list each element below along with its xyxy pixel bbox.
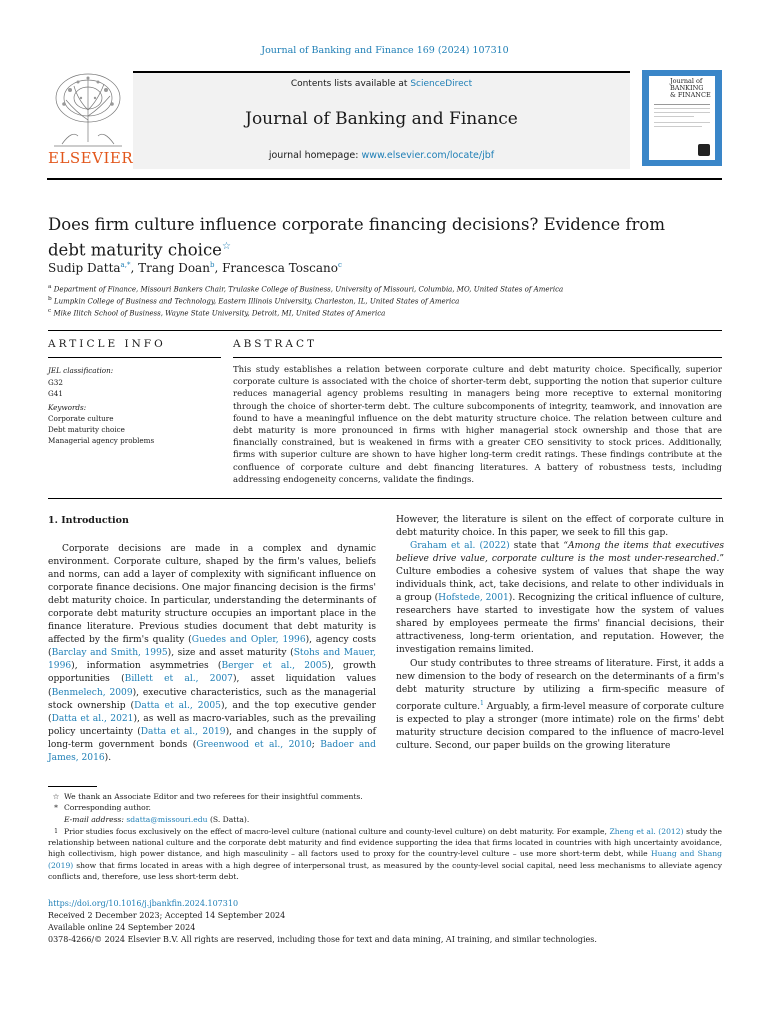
text-run: ), information asymmetries ( bbox=[71, 661, 222, 672]
journal-title: Journal of Banking and Finance bbox=[245, 109, 518, 129]
citation-link[interactable]: Berger et al., 2005 bbox=[221, 661, 328, 672]
citation-link[interactable]: Billett et al., 2007 bbox=[124, 674, 233, 685]
cover-emblem bbox=[698, 144, 710, 156]
contents-line bbox=[133, 79, 630, 89]
keyword: Debt maturity choice bbox=[48, 425, 125, 434]
journal-citation[interactable]: Journal of Banking and Finance 169 (2024) 107310 bbox=[261, 45, 509, 56]
cover-line: Journal of bbox=[670, 77, 703, 85]
intro-paragraph bbox=[396, 658, 724, 753]
section-rule bbox=[233, 357, 722, 358]
article-title-line1: Does firm culture influence corporate financing decisions? Evidence from bbox=[48, 215, 666, 234]
affiliation-key: b bbox=[48, 296, 52, 302]
email-link[interactable]: sdatta@missouri.edu bbox=[126, 815, 208, 824]
intro-paragraph bbox=[48, 543, 376, 765]
author-name[interactable]: Sudip Datta bbox=[48, 261, 121, 275]
asterisk-icon: * bbox=[54, 803, 58, 812]
article-title-line2: debt maturity choice bbox=[48, 240, 222, 260]
citation-link[interactable]: Barclay and Smith, 1995 bbox=[51, 648, 168, 659]
email-suffix: (S. Datta). bbox=[207, 815, 250, 824]
email-label: E-mail address: bbox=[64, 815, 124, 824]
abstract-heading: ABSTRACT bbox=[233, 338, 318, 350]
journal-homepage bbox=[133, 150, 630, 161]
affiliation-key: a bbox=[48, 284, 52, 290]
journal-cover-thumbnail[interactable] bbox=[642, 70, 722, 166]
article-info-heading: ARTICLE INFO bbox=[48, 338, 166, 350]
introduction-heading: 1. Introduction bbox=[48, 515, 129, 526]
received-dates: Received 2 December 2023; Accepted 14 September 2024 bbox=[48, 911, 286, 920]
jel-code: G32 bbox=[48, 378, 63, 387]
author-list: Sudip Datta$^{a,*}$, Trang Doan$^b$, Francesca Toscano$^c$ bbox=[48, 261, 342, 275]
text-run: ; bbox=[311, 739, 321, 750]
homepage-prefix: journal homepage: bbox=[268, 150, 362, 161]
intro-left-column bbox=[48, 543, 376, 765]
citation-link[interactable]: Zheng et al. (2012) bbox=[609, 827, 684, 836]
text-run: show that firms located in areas with a high degree of interpersonal trust, as measured by the county-level social capital, need less mechanisms to alleviate agency conflicts and, therefore, use less short-term debt. bbox=[48, 860, 722, 881]
affiliation-text: Mike Ilitch School of Business, Wayne State University, Detroit, MI, United States of America bbox=[53, 309, 386, 318]
abstract-text: This study establishes a relation between corporate culture and debt maturity choice. Specifically, superior corporate culture is associated with the choice of shorter-term debt, supporting the notion that superior culture reduces managerial agency problems resulting in managers being more receptive to external monitoring through the choice of shorter-term debt. The culture subcomponents of integrity, teamwork, and innovation are found to have a meaningful influence on the debt maturity structure choice. The relation between culture and debt maturity is more pronounced in firms with higher managerial stock ownership and those that are financially constrained, but is weakened in firms with a greater CEO sensitivity to stock prices. Additionally, firms with superior culture are shown to have higher long-term credit ratings. These findings contribute at the confluence of corporate culture and debt financing literatures. A battery of robustness tests, including addressing endogeneity concerns, validate the findings. bbox=[233, 365, 722, 485]
footnote-email bbox=[48, 814, 722, 825]
homepage-link[interactable]: www.elsevier.com/locate/jbf bbox=[361, 150, 495, 161]
author-affil-mark[interactable]: c bbox=[337, 261, 342, 269]
text-run: ), size and asset maturity ( bbox=[167, 648, 294, 659]
affiliation bbox=[48, 308, 385, 317]
intro-right-column bbox=[396, 514, 724, 753]
affiliation-text: Lumpkin College of Business and Technology, Eastern Illinois University, Charleston, IL, United States of America bbox=[53, 297, 460, 306]
citation-link[interactable]: Greenwood et al., 2010 bbox=[196, 739, 312, 750]
footnote-star-icon: ☆ bbox=[52, 792, 60, 801]
footnote-rule bbox=[48, 786, 97, 787]
article-title bbox=[48, 214, 668, 262]
jel-label: JEL classification: bbox=[48, 366, 114, 375]
text-run: ), and changes in the supply of long-term government bonds ( bbox=[48, 726, 377, 750]
text-run: Arguably, a firm-level measure of corporate culture is expected to play a stronger (more intimate) role on the firms' debt maturity structure decision compared to the influence of macro-level culture. Second, our paper builds on the growing literature bbox=[396, 701, 724, 751]
text-run: ), growth opportunities ( bbox=[48, 661, 376, 685]
citation-link[interactable]: Datta et al., 2005 bbox=[134, 700, 221, 711]
keyword: Corporate culture bbox=[48, 414, 114, 423]
keywords-label: Keywords: bbox=[48, 403, 87, 412]
intro-paragraph: However, the literature is silent on the effect of corporate culture in debt maturity choice. In this paper, we seek to fill this gap. bbox=[396, 515, 724, 539]
footnote-text bbox=[48, 827, 722, 881]
text-run: ), asset liquidation values ( bbox=[48, 674, 376, 698]
citation-link[interactable]: Huang and Shang (2019) bbox=[48, 849, 722, 870]
footnote-1 bbox=[48, 826, 722, 882]
affiliation bbox=[48, 284, 563, 293]
text-run: ), and the top executive gender ( bbox=[48, 700, 377, 724]
intro-paragraph bbox=[396, 540, 724, 657]
citation-link[interactable]: Benmelech, 2009 bbox=[51, 687, 133, 698]
author-name[interactable]: Francesca Toscano bbox=[222, 261, 338, 275]
title-footnote-star-icon[interactable]: ☆ bbox=[221, 241, 231, 252]
text-run: Our study contributes to three streams of literature. First, it adds a new dimension to the body of research on the determinants of a firm's debt maturity structure by utilizing a firm-specific measure of corporate culture. bbox=[396, 658, 724, 712]
citation-link[interactable]: Stohs and Mauer, 1996 bbox=[48, 648, 376, 672]
keyword: Managerial agency problems bbox=[48, 436, 155, 445]
footnote-number: 1 bbox=[54, 828, 58, 835]
online-date: Available online 24 September 2024 bbox=[48, 923, 196, 932]
citation-link[interactable]: Graham et al. (2022) bbox=[410, 541, 510, 552]
citation-link[interactable]: Hofstede, 2001 bbox=[438, 593, 509, 604]
citation-link[interactable]: Datta et al., 2021 bbox=[51, 713, 134, 724]
text-run: ), executive characteristics, such as the managerial stock ownership ( bbox=[48, 687, 376, 711]
cover-line: & FINANCE bbox=[670, 91, 711, 99]
author-name[interactable]: Trang Doan bbox=[138, 261, 210, 275]
elsevier-wordmark: ELSEVIER bbox=[48, 149, 134, 167]
text-run: ). Recognizing the critical influence of culture, researchers have started to investigate how the system of values shared by employees permeate the firms' financial decisions, their attractiveness, long-term orientation, and reputation. However, the investigation remains limited. bbox=[396, 593, 725, 656]
copyright: 0378-4266/© 2024 Elsevier B.V. All rights are reserved, including those for text and data mining, AI training, and similar technologies. bbox=[48, 935, 597, 944]
affiliation-key: c bbox=[48, 308, 52, 314]
jel-code: G41 bbox=[48, 389, 63, 398]
footnote-corresponding bbox=[48, 802, 722, 813]
text-run: ), as well as macro-variables, such as the prevailing policy uncertainty ( bbox=[48, 713, 377, 737]
sciencedirect-link[interactable]: ScienceDirect bbox=[410, 79, 473, 89]
section-rule bbox=[48, 357, 221, 358]
citation-link[interactable]: Guedes and Opler, 1996 bbox=[191, 635, 306, 646]
text-run: study the relationship between national culture and the corporate debt maturity and find evidence supporting the idea that firms located in countries with high uncertainty avoidance, high collectivism, high power distance, and high masculinity – all factors used to proxy for the country-level culture – use more short-term debt, while bbox=[48, 827, 722, 859]
header-rule bbox=[47, 178, 722, 180]
text-run: ” Culture embodies a cohesive system of values that shape the way individuals think, act, take decisions, and relate to other individuals in a group ( bbox=[396, 554, 724, 604]
quoted-text: Among the items that executives believe drive value, corporate culture is the most under-researched. bbox=[396, 541, 725, 565]
doi-link[interactable]: https://doi.org/10.1016/j.jbankfin.2024.107310 bbox=[48, 899, 239, 908]
citation-link[interactable]: Badoer and James, 2016 bbox=[48, 739, 376, 763]
text-run: Prior studies focus exclusively on the effect of macro-level culture (national culture and county-level culture) on debt maturity. For example, bbox=[64, 827, 610, 836]
footnote-ref[interactable]: 1 bbox=[479, 699, 484, 707]
footnote-text: We thank an Associate Editor and two referees for their insightful comments. bbox=[64, 792, 363, 801]
contents-prefix: Contents lists available at bbox=[290, 79, 411, 89]
affiliation bbox=[48, 296, 459, 305]
author-affil-mark[interactable]: b bbox=[209, 261, 215, 269]
text-run: state that “ bbox=[509, 541, 568, 552]
text-run: ), agency costs ( bbox=[48, 635, 376, 659]
section-rule bbox=[48, 498, 722, 499]
footnote-text: Corresponding author. bbox=[64, 803, 151, 812]
author-affil-mark[interactable]: a,* bbox=[120, 261, 131, 269]
text-run: ). bbox=[104, 752, 112, 763]
text-run: Corporate decisions are made in a complex and dynamic environment. Corporate culture, shaped by the firm's values, beliefs and norms, can add a layer of complexity with significant influence on corporate finance decisions. One major financing decision is the firms' debt maturity choice. In particular, understanding the determinants of corporate debt maturity structure occupies an important place in the finance literature. Previous studies document that debt maturity is affected by the firm's quality ( bbox=[48, 544, 376, 646]
cover-line: BANKING bbox=[670, 84, 704, 92]
affiliation-text: Department of Finance, Missouri Bankers Chair, Trulaske College of Business, University of Missouri, Columbia, MO, United States of America bbox=[53, 285, 564, 294]
section-rule bbox=[48, 330, 722, 331]
footnote-star bbox=[48, 791, 722, 802]
citation-link[interactable]: Datta et al., 2019 bbox=[140, 726, 226, 737]
